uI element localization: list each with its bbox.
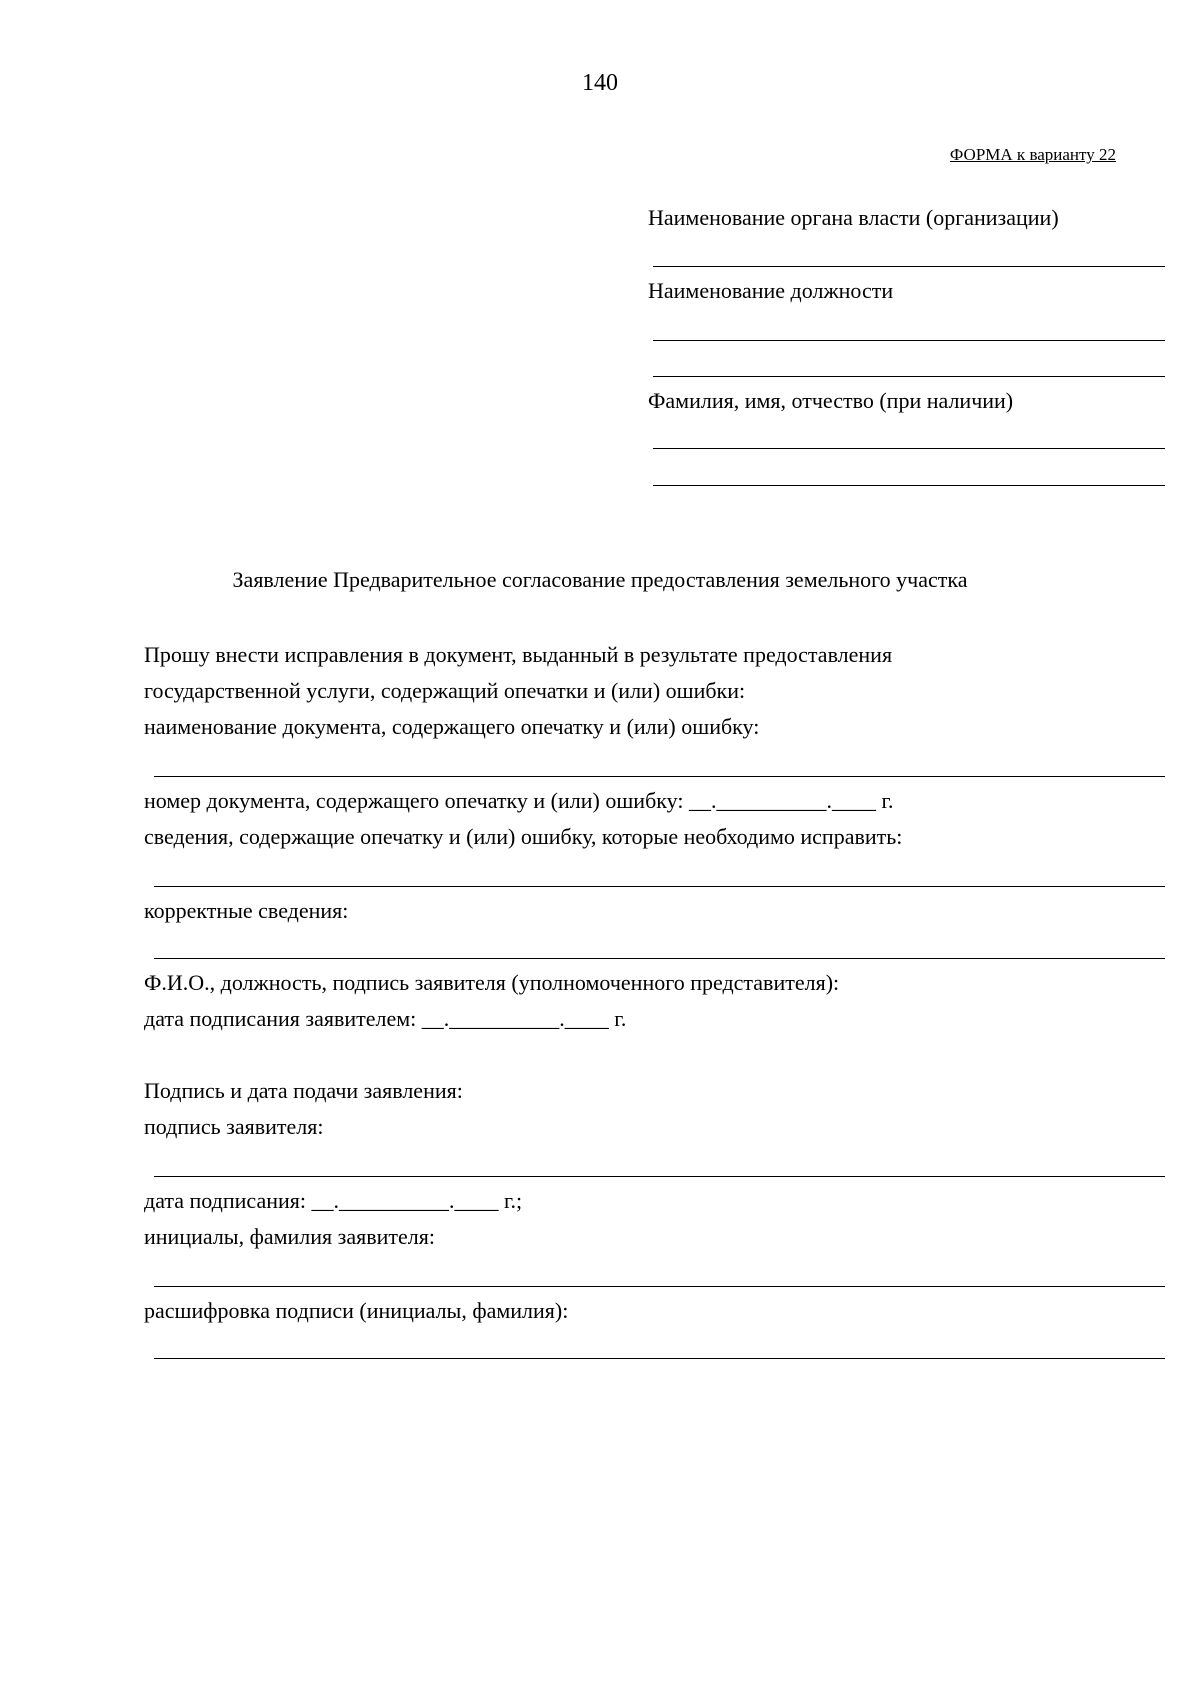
wrong-info-label: сведения, содержащие опечатку и (или) ошибку, которые необходимо исправить: — [144, 824, 903, 849]
page-number: 140 — [582, 70, 618, 96]
request-line-1: Прошу внести исправления в документ, выданный в результате предоставления — [144, 642, 893, 667]
submission-label: Подпись и дата подачи заявления: — [144, 1078, 463, 1103]
applicant-signature-line — [154, 1176, 1165, 1177]
form-variant-label: ФОРМА к варианту 22 — [949, 145, 1116, 164]
position-line-2 — [653, 376, 1165, 377]
fio-line-2 — [653, 485, 1165, 486]
request-line-2: государственной услуги, содержащий опечатки и (или) ошибки: — [144, 678, 746, 703]
initials-label: инициалы, фамилия заявителя: — [144, 1224, 435, 1249]
correct-info-line — [154, 958, 1165, 959]
document-number-label: номер документа, содержащего опечатку и (или) ошибку: __.__________.____ г. — [144, 788, 894, 813]
document-title: Заявление Предварительное согласование предоставления земельного участка — [232, 567, 968, 592]
correct-info-label: корректные сведения: — [144, 898, 349, 923]
initials-line — [154, 1286, 1165, 1287]
signature-decoding-line — [154, 1358, 1165, 1359]
position-label: Наименование должности — [648, 278, 894, 303]
signing-date-label: дата подписания: __.__________.____ г.; — [144, 1188, 523, 1213]
applicant-sign-label: Ф.И.О., должность, подпись заявителя (уполномоченного представителя): — [144, 970, 840, 995]
document-name-label: наименование документа, содержащего опечатку и (или) ошибку: — [144, 714, 760, 739]
fio-label: Фамилия, имя, отчество (при наличии) — [648, 388, 1014, 413]
authority-label: Наименование органа власти (организации) — [648, 205, 1059, 230]
authority-line — [653, 266, 1165, 267]
wrong-info-line — [154, 886, 1165, 887]
fio-line-1 — [653, 448, 1165, 449]
applicant-signature-label: подпись заявителя: — [144, 1114, 324, 1139]
position-line-1 — [653, 340, 1165, 341]
applicant-sign-date: дата подписания заявителем: __.__________.____ г. — [144, 1006, 627, 1031]
signature-decoding-label: расшифровка подписи (инициалы, фамилия): — [144, 1298, 569, 1323]
document-name-line — [154, 776, 1165, 777]
